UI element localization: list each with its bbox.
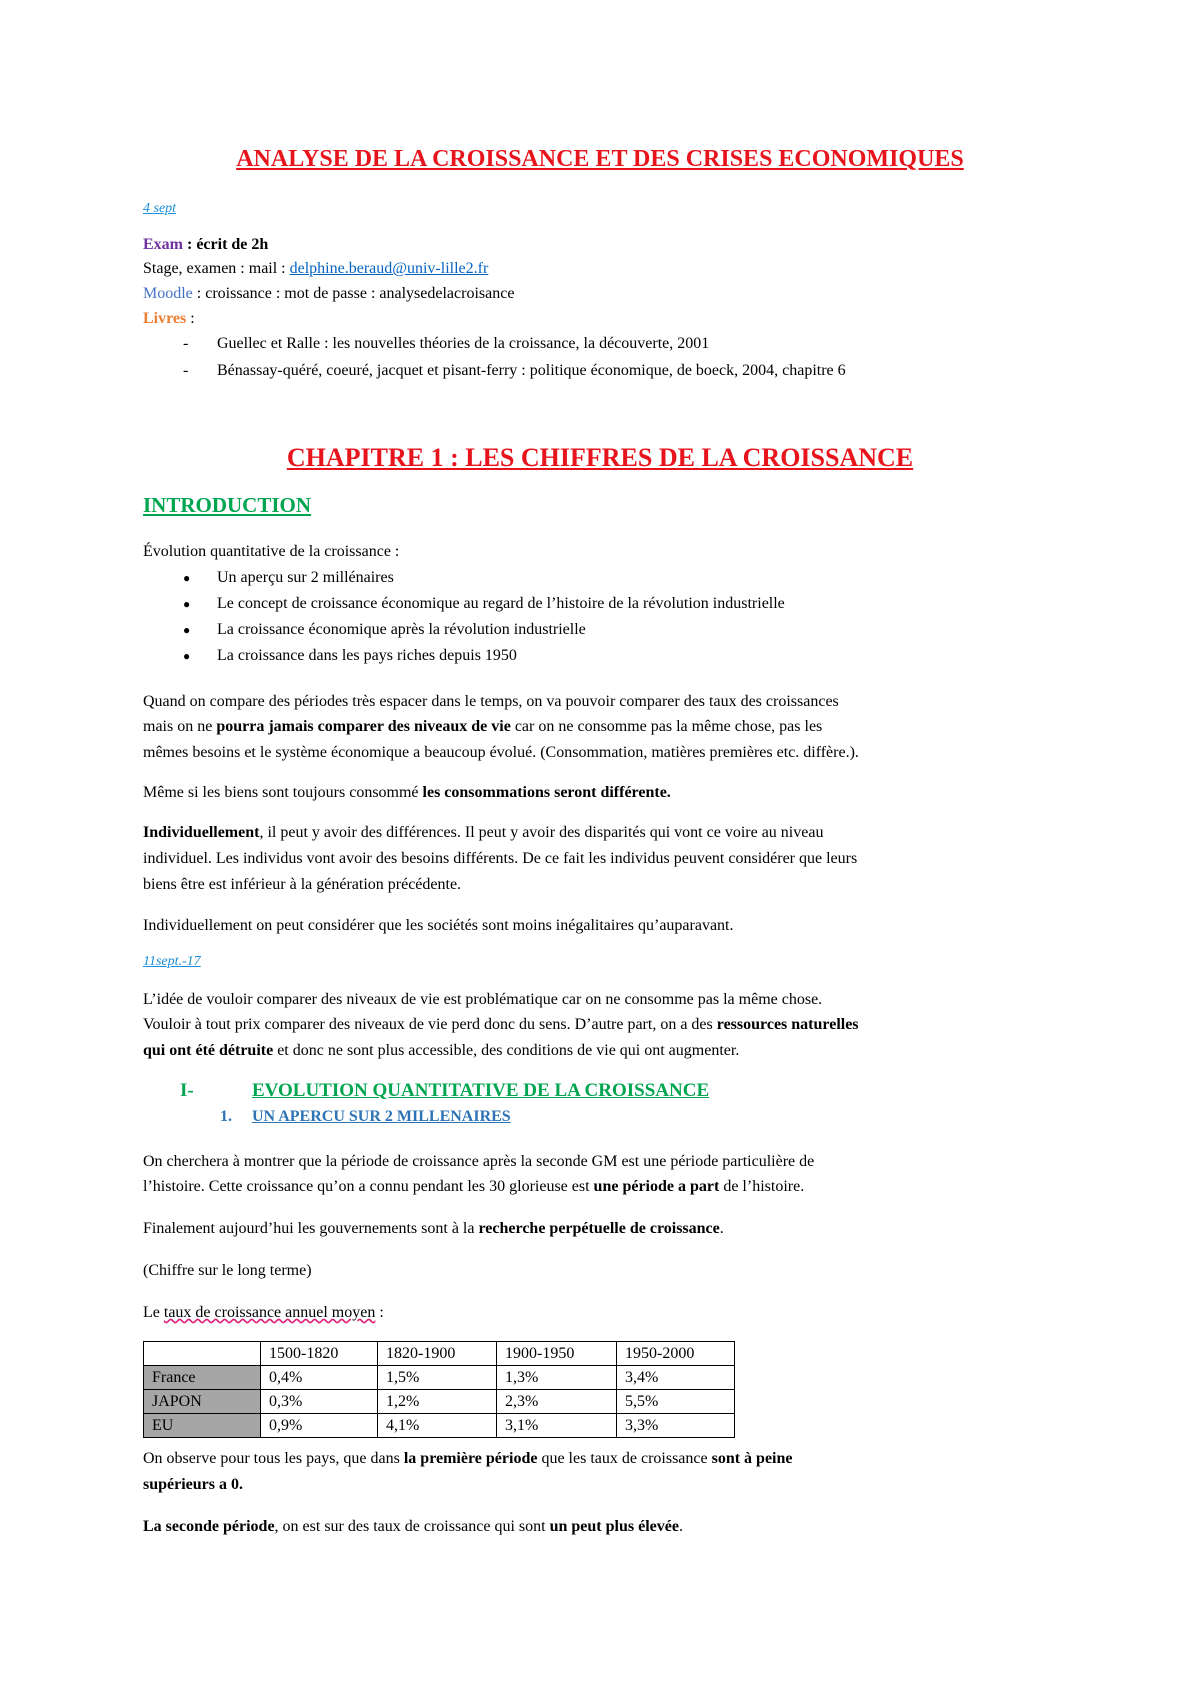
table-header-cell: 1900-1950 <box>497 1342 617 1366</box>
text-run: Même si les biens sont toujours consommé <box>143 784 423 801</box>
paragraph-line: On cherchera à montrer que la période de croissance après la seconde GM est une période particulière de <box>143 1153 815 1170</box>
chapter-title: CHAPITRE 1 : LES CHIFFRES DE LA CROISSANCE <box>286 443 914 472</box>
moodle-label: Moodle <box>143 285 193 302</box>
paragraph-line <box>143 1515 683 1539</box>
date-label-1: 4 sept <box>143 201 177 216</box>
paragraph-line: Individuellement on peut considérer que les sociétés sont moins inégalitaires qu’auparavant. <box>143 917 734 934</box>
paragraph-line <box>143 1447 793 1471</box>
table-header-cell: 1500-1820 <box>261 1342 378 1366</box>
table-header-cell <box>144 1342 261 1366</box>
date-label-2: 11sept.-17 <box>143 954 201 969</box>
table-cell: 4,1% <box>378 1414 497 1438</box>
exam-line <box>143 233 268 257</box>
livres-line <box>143 307 195 331</box>
table-cell: 3,3% <box>617 1414 735 1438</box>
text-run: : <box>375 1304 384 1321</box>
table-cell: 0,9% <box>261 1414 378 1438</box>
row-header-cell: JAPON <box>144 1390 261 1414</box>
list-item-text: La croissance dans les pays riches depuis 1950 <box>217 647 517 664</box>
table-header-cell: 1950-2000 <box>617 1342 735 1366</box>
text-run-bold: la première période <box>403 1450 538 1467</box>
list-item-text: Le concept de croissance économique au regard de l’histoire de la révolution industrielle <box>217 595 785 612</box>
stage-line <box>143 257 488 281</box>
table-row <box>144 1414 735 1438</box>
text-run: , on est sur des taux de croissance qui sont <box>274 1518 550 1535</box>
table-cell: 0,4% <box>261 1366 378 1390</box>
paragraph-line <box>143 1217 724 1241</box>
moodle-value: : croissance : mot de passe : analysedelacroisance <box>192 285 515 302</box>
paragraph-line: (Chiffre sur le long terme) <box>143 1262 312 1279</box>
section-number: I- <box>180 1080 194 1101</box>
text-run-bold: un peut plus élevée <box>549 1518 679 1535</box>
subsection-title: UN APERCU SUR 2 MILLENAIRES <box>252 1108 511 1125</box>
livres-value: : <box>186 310 195 327</box>
row-header-cell: France <box>144 1366 261 1390</box>
paragraph-line <box>143 1039 739 1063</box>
text-run: l’histoire. Cette croissance qu’on a connu pendant les 30 glorieuse est <box>143 1178 594 1195</box>
text-run: . <box>719 1220 724 1237</box>
subsection-number: 1. <box>220 1108 232 1125</box>
section-title: EVOLUTION QUANTITATIVE DE LA CROISSANCE <box>252 1080 710 1101</box>
table-cell: 3,4% <box>617 1366 735 1390</box>
text-run: de l’histoire. <box>719 1178 805 1195</box>
text-run: mais on ne <box>143 718 217 735</box>
moodle-line <box>143 282 514 306</box>
text-run-bold: Individuellement <box>143 824 260 841</box>
text-run: . <box>678 1518 683 1535</box>
text-run: On observe pour tous les pays, que dans <box>143 1450 404 1467</box>
row-header-cell: EU <box>144 1414 261 1438</box>
paragraph-line <box>143 821 823 845</box>
text-run: car on ne consomme pas la même chose, pas les <box>510 718 823 735</box>
table-cell: 2,3% <box>497 1390 617 1414</box>
text-run: Finalement aujourd’hui les gouvernements sont à la <box>143 1220 479 1237</box>
text-run: Vouloir à tout prix comparer des niveaux de vie perd donc du sens. D’autre part, on a des <box>143 1016 717 1033</box>
growth-rate-table <box>143 1341 735 1438</box>
text-run: Le <box>143 1304 164 1321</box>
text-run-bold: qui ont été détruite <box>143 1042 274 1059</box>
table-cell: 5,5% <box>617 1390 735 1414</box>
intro-heading: INTRODUCTION <box>143 493 312 517</box>
paragraph-line: mêmes besoins et le système économique a beaucoup évolué. (Consommation, matières premières etc. diffère.). <box>143 744 859 761</box>
livres-label: Livres <box>143 310 187 327</box>
text-run-bold: pourra jamais comparer des niveaux de vie <box>216 718 511 735</box>
paragraph-line: individuel. Les individus vont avoir des besoins différents. De ce fait les individus peuvent considérer que leurs <box>143 850 858 867</box>
text-run-bold: recherche perpétuelle de croissance <box>478 1220 720 1237</box>
table-header-row <box>144 1342 735 1366</box>
text-run-underlined: taux de croissance annuel moyen <box>163 1304 376 1321</box>
table-header-cell: 1820-1900 <box>378 1342 497 1366</box>
bullet-icon: ● <box>183 571 191 585</box>
paragraph-line <box>143 1013 859 1037</box>
paragraph-line <box>143 715 822 739</box>
dash-marker: - <box>183 335 189 352</box>
paragraph-line <box>143 1175 804 1199</box>
table-cell: 3,1% <box>497 1414 617 1438</box>
paragraph-line <box>143 781 671 805</box>
text-run: et donc ne sont plus accessible, des conditions de vie qui ont augmenter. <box>273 1042 740 1059</box>
text-run-bold: les consommations seront différente. <box>422 784 671 801</box>
text-run-bold: La seconde période <box>143 1518 275 1535</box>
bullet-icon: ● <box>183 597 191 611</box>
text-run-bold: sont à peine <box>711 1450 793 1467</box>
table-cell: 1,2% <box>378 1390 497 1414</box>
table-cell: 0,3% <box>261 1390 378 1414</box>
bullet-icon: ● <box>183 623 191 637</box>
document-title: ANALYSE DE LA CROISSANCE ET DES CRISES ECONOMIQUES <box>236 146 964 172</box>
text-run-bold: ressources naturelles <box>716 1016 859 1033</box>
exam-label: Exam <box>143 236 183 253</box>
stage-text: Stage, examen : mail : <box>143 260 290 277</box>
dash-marker: - <box>183 362 189 379</box>
paragraph-line: Quand on compare des périodes très espacer dans le temps, on va pouvoir comparer des taux des croissances <box>143 693 839 710</box>
book-text: Guellec et Ralle : les nouvelles théories de la croissance, la découverte, 2001 <box>217 335 710 352</box>
paragraph-line: L’idée de vouloir comparer des niveaux de vie est problématique car on ne consomme pas la même chose. <box>143 991 823 1008</box>
paragraph-line <box>143 1301 384 1325</box>
table-row <box>144 1366 735 1390</box>
text-run: , il peut y avoir des différences. Il peut y avoir des disparités qui vont ce voire au niveau <box>259 824 824 841</box>
table-cell: 1,5% <box>378 1366 497 1390</box>
table-row <box>144 1390 735 1414</box>
list-item-text: Un aperçu sur 2 millénaires <box>217 569 394 586</box>
email-link[interactable]: delphine.beraud@univ-lille2.fr <box>289 260 489 277</box>
table-cell: 1,3% <box>497 1366 617 1390</box>
paragraph-line: biens être est inférieur à la génération précédente. <box>143 876 462 893</box>
exam-value: : écrit de 2h <box>183 236 269 253</box>
text-run: que les taux de croissance <box>537 1450 712 1467</box>
intro-lead: Évolution quantitative de la croissance : <box>143 543 400 560</box>
paragraph-line: supérieurs a 0. <box>143 1476 243 1493</box>
book-text: Bénassay-quéré, coeuré, jacquet et pisant-ferry : politique économique, de boeck, 2004, chapitre 6 <box>217 362 846 379</box>
list-item-text: La croissance économique après la révolution industrielle <box>217 621 586 638</box>
text-run-bold: une période a part <box>593 1178 720 1195</box>
bullet-icon: ● <box>183 649 191 663</box>
